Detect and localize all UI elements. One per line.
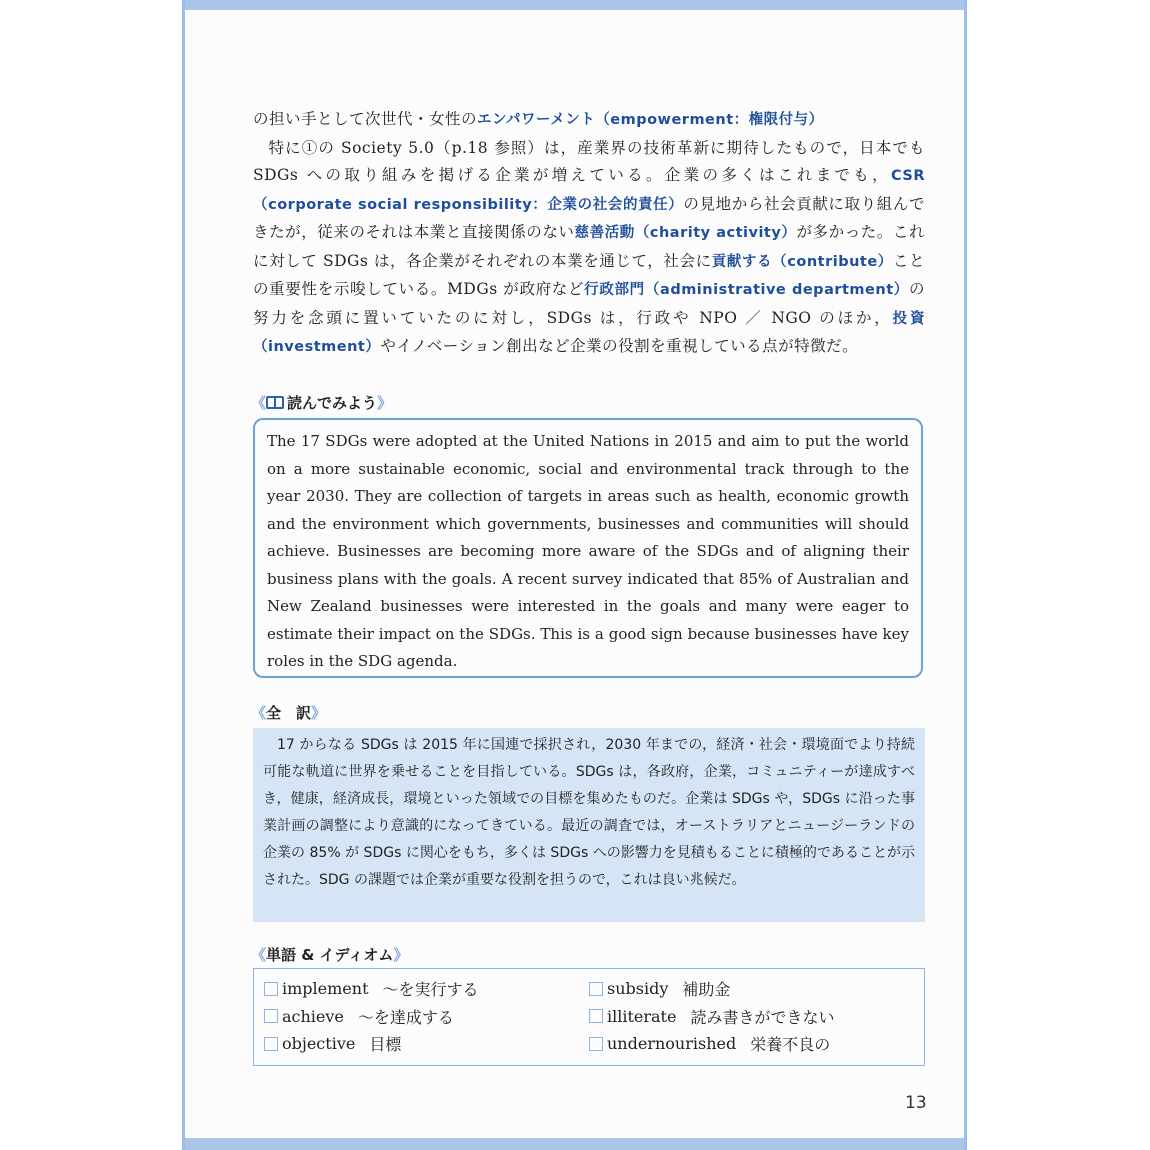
translation-heading: 《全 訳》 [251, 704, 327, 722]
vocab-item: subsidy 補助金 [589, 975, 914, 1003]
english-passage-box [253, 418, 923, 678]
book-icon [266, 396, 284, 409]
keyword-contribute: 貢献する（contribute） [711, 253, 893, 270]
vocab-item: implement ～を実行する [264, 975, 589, 1003]
keyword-empowerment: エンパワーメント（empowerment：権限付与） [477, 112, 824, 128]
vocab-item: objective 目標 [264, 1030, 589, 1058]
keyword-charity-activity: 慈善活動（charity activity） [574, 225, 797, 241]
vocab-checkbox[interactable] [264, 1037, 278, 1051]
book-page [182, 0, 967, 1150]
vocab-column-left [264, 975, 589, 1059]
keyword-csr: CSR（corporate social responsibility：企業の社会的責任） [253, 168, 925, 213]
page-number: 13 [905, 1093, 927, 1113]
vocab-checkbox[interactable] [264, 982, 278, 996]
keyword-investment: 投資（investment） [253, 310, 926, 355]
vocab-column-right [589, 975, 914, 1059]
intro-paragraph-2: 特に①の Society 5.0（p.18 参照）は，産業界の技術革新に期待したもので，日本でも SDGs への取り組みを掲げる企業が増えている。企業の多くはこれまでも，CSR（corporate social responsibility：企業の社会的責任）の見地から社会貢献に取り組んできたが，従来のそれは本業と直接関係のない慈善活動（charity activity）が多かった。これに対して SDGs は，各企業がそれぞれの本業を通じて，社会に貢献する（contribute）ことの重要性を示唆している。MDGs が政府など行政部門（administrative department）の努力を念頭に置いていたのに対し，SDGs は，行政や NPO ／ NGO のほか，投資（investment）やイノベーション創出など企業の役割を重視している点が特徴だ。 [253, 138, 926, 355]
vocab-checkbox[interactable] [589, 1009, 603, 1023]
english-passage: The 17 SDGs were adopted at the United Nations in 2015 and aim to put the world on a more sustainable economic, social and environmental track through to the year 2030. They are collection of targets in areas such as health, economic growth and the environment which governments, businesses and communities will should achieve. Businesses are becoming more aware of the SDGs and of aligning their business plans with the goals. A recent survey indicated that 85% of Australian and New Zealand businesses were interested in the goals and many were eager to estimate their impact on the SDGs. This is a good sign because businesses have key roles in the SDG agenda. [267, 432, 909, 670]
read-section-heading: 《 読んでみよう》 [251, 394, 393, 412]
page-top-border [185, 0, 964, 10]
vocab-item: illiterate 読み書きができない [589, 1003, 914, 1031]
vocab-item: undernourished 栄養不良の [589, 1030, 914, 1058]
vocab-heading: 《単語 & イディオム》 [251, 946, 409, 964]
vocab-item: achieve ～を達成する [264, 1003, 589, 1031]
intro-text [253, 106, 925, 362]
keyword-administrative-department: 行政部門（administrative department） [584, 282, 909, 298]
page-bottom-border [185, 1138, 964, 1150]
vocab-checkbox[interactable] [589, 982, 603, 996]
vocab-checkbox[interactable] [264, 1009, 278, 1023]
translation-text: 17 からなる SDGs は 2015 年に国連で採択され，2030 年までの，経済・社会・環境面でより持続可能な軌道に世界を乗せることを目指している。SDGs は，各政府，企業，コミュニティーが達成すべき，健康，経済成長，環境といった領域での目標を集めたものだ。企業は SDGs や，SDGs に沿った事業計画の調整により意識的になってきている。最近の調査では，オーストラリアとニュージーランドの企業の 85% が SDGs に関心をもち，多くは SDGs への影響力を見積もることに積極的であることが示された。SDG の課題では企業が重要な役割を担うので，これは良い兆候だ。 [263, 737, 915, 888]
vocab-checkbox[interactable] [589, 1037, 603, 1051]
vocab-box [253, 968, 925, 1066]
intro-line-1: の担い手として次世代・女性のエンパワーメント（empowerment：権限付与） [253, 110, 824, 128]
translation-box [253, 728, 925, 922]
